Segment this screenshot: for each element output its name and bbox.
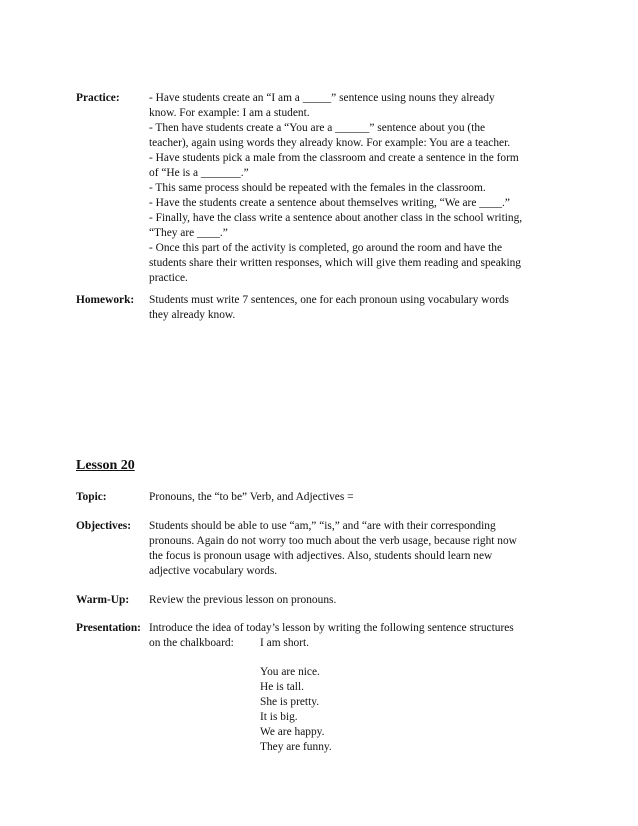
topic-label: Topic: xyxy=(76,491,107,503)
homework-text xyxy=(149,293,569,323)
topic-line: Pronouns, the “to be” Verb, and Adjectives = xyxy=(149,491,354,503)
warmup-label: Warm-Up: xyxy=(76,594,130,606)
objectives-line: adjective vocabulary words. xyxy=(149,565,278,577)
homework-line: they already know. xyxy=(149,309,236,321)
homework-line: Students must write 7 sentences, one for each pronoun using vocabulary words xyxy=(149,294,509,306)
example-sentence: She is pretty. xyxy=(260,696,320,708)
warmup-line: Review the previous lesson on pronouns. xyxy=(149,594,337,606)
practice-line: - Once this part of the activity is completed, go around the room and have the xyxy=(149,242,503,254)
practice-line: of “He is a _______.” xyxy=(149,167,249,179)
presentation-label: Presentation: xyxy=(76,622,141,634)
practice-text xyxy=(149,91,569,286)
example-sentence: They are funny. xyxy=(260,741,332,753)
objectives-line: the focus is pronoun usage with adjectives. Also, students should learn new xyxy=(149,550,493,562)
objectives-line: pronouns. Again do not worry too much about the verb usage, because right now xyxy=(149,535,517,547)
practice-line: - Have the students create a sentence about themselves writing, “We are ____.” xyxy=(149,197,510,209)
practice-line: teacher), again using words they already know. For example: You are a teacher. xyxy=(149,137,511,149)
example-sentence: It is big. xyxy=(260,711,298,723)
example-sentence: We are happy. xyxy=(260,726,325,738)
presentation-lead: on the chalkboard: xyxy=(149,637,234,649)
practice-line: - Have students create an “I am a _____” sentence using nouns they already xyxy=(149,92,495,104)
objectives-label: Objectives: xyxy=(76,520,132,532)
practice-line: - Have students pick a male from the classroom and create a sentence in the form xyxy=(149,152,519,164)
topic-text xyxy=(149,490,569,505)
practice-line: students share their written responses, which will give them reading and speaking xyxy=(149,257,522,269)
warmup-text xyxy=(149,593,569,608)
example-sentences xyxy=(260,665,332,755)
example-sentence: You are nice. xyxy=(260,666,320,678)
practice-line: - This same process should be repeated with the females in the classroom. xyxy=(149,182,486,194)
example-sentence: He is tall. xyxy=(260,681,304,693)
practice-line: - Then have students create a “You are a ______” sentence about you (the xyxy=(149,122,486,134)
practice-line: practice. xyxy=(149,272,188,284)
objectives-line: Students should be able to use “am,” “is,” and “are with their corresponding xyxy=(149,520,496,532)
practice-line: “They are ____.” xyxy=(149,227,228,239)
presentation-line-2 xyxy=(149,636,569,651)
presentation-text xyxy=(149,621,569,651)
practice-label: Practice: xyxy=(76,92,120,104)
presentation-line: Introduce the idea of today’s lesson by writing the following sentence structures xyxy=(149,622,514,634)
practice-line: know. For example: I am a student. xyxy=(149,107,310,119)
objectives-text xyxy=(149,519,569,579)
practice-line: - Finally, have the class write a sentence about another class in the school writing, xyxy=(149,212,523,224)
lesson-heading: Lesson 20 xyxy=(76,458,135,473)
homework-label: Homework: xyxy=(76,294,135,306)
example-sentence: I am short. xyxy=(260,637,310,649)
